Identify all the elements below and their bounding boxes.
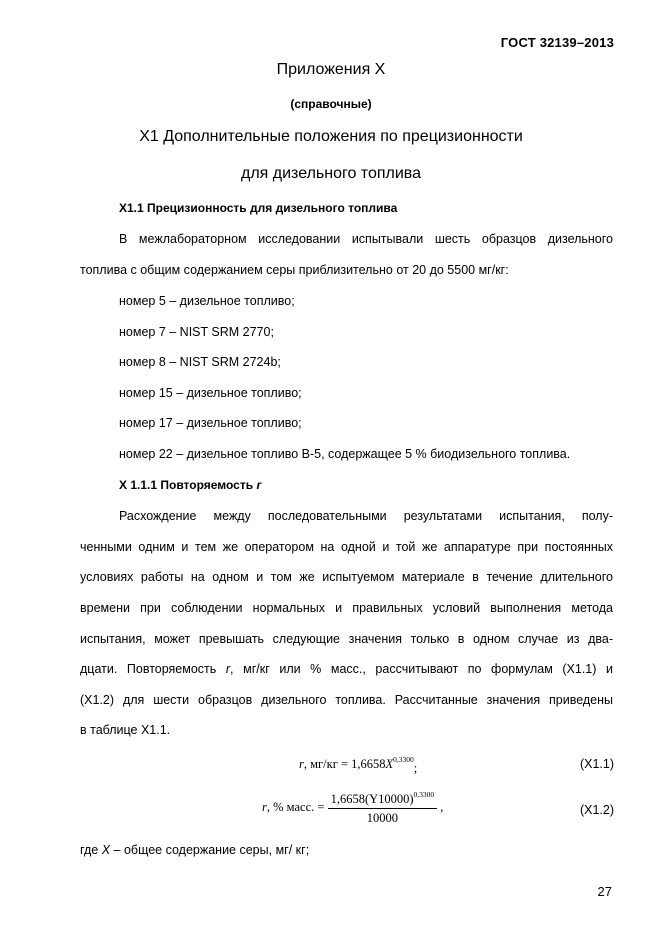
fraction-denominator: 10000	[366, 811, 398, 825]
fraction	[328, 790, 438, 826]
variable-r: r	[225, 662, 231, 676]
paragraph-line: (Х1.2) для шести образцов дизельного топлива. Рассчитанные значения приведены	[80, 693, 613, 707]
fraction-numerator: $1,6658(Y10000)^{0,3300}$	[328, 790, 438, 809]
appendix-title: Приложения Х	[276, 61, 386, 78]
paragraph-line: в таблице Х1.1.	[80, 723, 171, 737]
section-heading-x1-1: Х1.1 Прецизионность для дизельного топлива	[119, 201, 398, 215]
sample-item: номер 7 – NIST SRM 2770;	[119, 325, 274, 339]
section-heading-x1-1-1: Х 1.1.1 Повторяемость r	[119, 478, 262, 492]
formula-x1-2: r, % масс. = $\frac{1,6658(Y10000)^{0,3300}}{10000}$ ,	[262, 790, 444, 825]
variable-r: r	[256, 478, 262, 492]
formula-x1-1: r, $мг/кг = 1,6658X^{0,3300}$;	[299, 755, 418, 775]
paragraph-line: Расхождение между последовательными результатами испытания, полу-	[119, 509, 613, 523]
sample-item: номер 22 – дизельное топливо В-5, содержащее 5 % биодизельного топлива.	[119, 447, 571, 461]
sample-item: номер 17 – дизельное топливо;	[119, 416, 302, 430]
paragraph-line: условиях работы на одном и том же испытуемом материале в течение длительного	[80, 570, 613, 584]
sample-item: номер 15 – дизельное топливо;	[119, 386, 302, 400]
where-clause: где X – общее содержание серы, мг/ кг;	[80, 843, 310, 857]
sample-item: номер 8 – NIST SRM 2724b;	[119, 355, 281, 369]
sample-item: номер 5 – дизельное топливо;	[119, 294, 295, 308]
equation-number-x1-1: (Х1.1)	[579, 757, 614, 771]
appendix-status: (справочные)	[290, 97, 372, 111]
intro-line-1: В межлабораторном исследовании испытывали шесть образцов дизельного	[119, 232, 613, 246]
document-code: ГОСТ 32139–2013	[500, 35, 614, 50]
page-number: 27	[597, 884, 612, 899]
paragraph-line: дцати. Повторяемость r, мг/кг или % масс., рассчитывают по формулам (Х1.1) и	[80, 662, 613, 676]
equation-number-x1-2: (Х1.2)	[579, 803, 614, 817]
variable-x: X	[101, 843, 111, 857]
paragraph-line: испытания, может превышать следующие значения только в одном случае из два-	[80, 632, 613, 646]
paragraph-line: времени при соблюдении нормальных и правильных условий выполнения метода	[80, 601, 613, 615]
intro-line-2: топлива с общим содержанием серы приблизительно от 20 до 5500 мг/кг:	[80, 263, 509, 277]
paragraph-line: ченными одним и тем же оператором на одной и той же аппаратуре при постоянных	[80, 540, 613, 554]
appendix-heading-line2: для дизельного топлива	[240, 165, 421, 182]
appendix-heading-line1: Х1 Дополнительные положения по прецизионности	[139, 128, 523, 145]
